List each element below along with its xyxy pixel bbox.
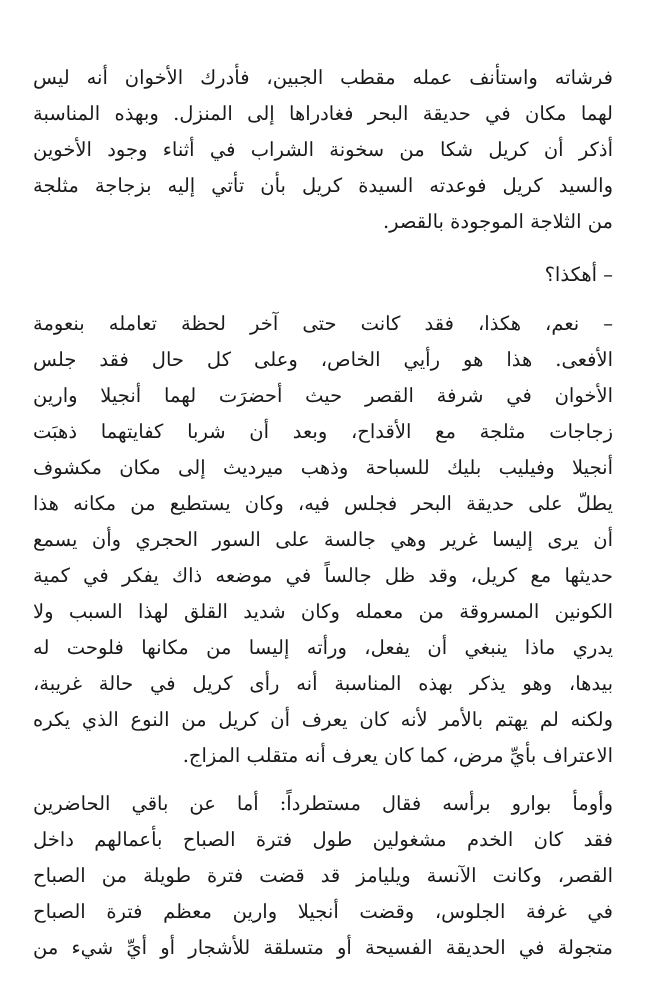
- paragraph-2: [33, 257, 613, 293]
- text-line: والسيد كريل فوعدته السيدة كريل بأن تأتي إليه بزجاجة مثلجة: [33, 174, 613, 197]
- text-line: الأفعى. هذا هو رأيي الخاص، وعلى كل حال فقد جلس: [33, 348, 613, 371]
- text-line: زجاجات مثلجة مع الأقداح، وبعد أن شربا كفايتهما ذهبَت: [33, 420, 613, 443]
- text-line: الكونين المسروقة من معمله وكان شديد القلق لهذا السبب ولا: [33, 600, 613, 623]
- text-line: أذكر أن كريل شكا من سخونة الشراب في أثناء وجود الأخوين: [33, 138, 613, 161]
- text-line: الاعتراف بأيِّ مرض، كما كان يعرف أنه متقلب المزاج.: [182, 744, 613, 767]
- text-line: من الثلاجة الموجودة بالقصر.: [382, 210, 613, 233]
- text-line: متجولة في الحديقة الفسيحة أو متسلقة للأشجار أو أيِّ شيء من: [33, 936, 613, 959]
- paragraph-3: [33, 306, 613, 774]
- text-line: الأخوان في شرفة القصر حيث أحضرَت لهما أنجيلا وارين: [33, 384, 613, 407]
- text-line: حديثها مع كريل، وقد ظل جالساً في موضعه ذاك يفكر في كمية: [33, 564, 613, 587]
- paragraph-4: [33, 786, 613, 966]
- text-line: لهما مكان في حديقة البحر فغادراها إلى المنزل. وبهذه المناسبة: [33, 102, 613, 125]
- text-line: فقد كان الخدم مشغولين طول فترة الصباح بأعمالهم داخل: [33, 828, 613, 851]
- paragraph-1: [33, 60, 613, 240]
- text-line: ولكنه لم يهتم بالأمر لأنه كان يعرف أن كريل من النوع الذي يكره: [33, 708, 613, 731]
- text-line: القصر، وكانت الآنسة ويليامز قد قضت فترة طويلة من الصباح: [33, 864, 613, 887]
- text-line: أن يرى إليسا غرير وهي جالسة على السور الحجري وأن يسمع: [33, 528, 613, 551]
- text-line: وأومأ بوارو برأسه فقال مستطرداً: أما عن باقي الحاضرين: [33, 792, 613, 815]
- text-line: يطلّ على حديقة البحر فجلس فيه، وكان يستطيع من مكانه هذا: [33, 492, 613, 515]
- text-line: في غرفة الجلوس، وقضت أنجيلا وارين معظم فترة الصباح: [33, 900, 613, 923]
- text-line: بيدها، وهو يذكر بهذه المناسبة أنه رأى كريل في حالة غريبة،: [33, 672, 613, 695]
- text-line: – أهكذا؟: [544, 263, 613, 286]
- text-line: يدري ماذا ينبغي أن يفعل، ورأته إليسا من مكانها فلوحت له: [33, 636, 613, 659]
- text-line: أنجيلا وفيليب بليك للسباحة وذهب ميرديث إلى مكان مكشوف: [33, 456, 613, 479]
- text-line: – نعم، هكذا، فقد كانت حتى آخر لحظة تعامله بنعومة: [33, 312, 613, 335]
- text-line: فرشاته واستأنف عمله مقطب الجبين، فأدرك الأخوان أنه ليس: [33, 66, 613, 89]
